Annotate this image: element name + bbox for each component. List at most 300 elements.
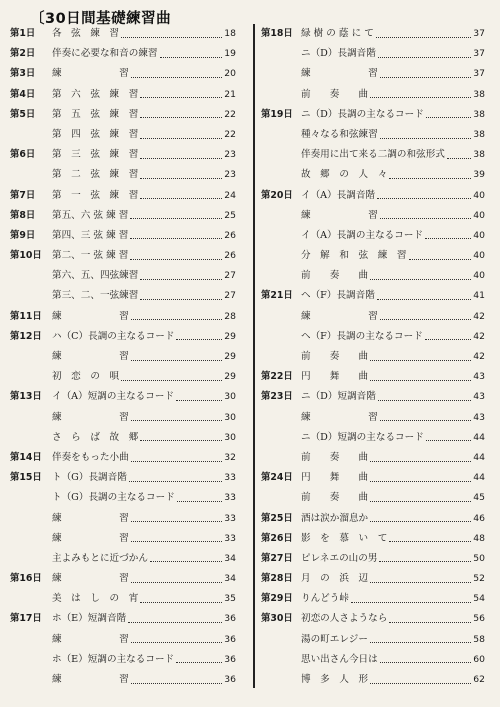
dot-leader: [370, 279, 471, 280]
toc-entry-title: 円 舞 曲: [301, 472, 369, 484]
toc-entry-title: 初 恋 の 唄: [52, 371, 120, 383]
toc-entry-title: 分 解 和 弦 練 習: [301, 250, 407, 262]
toc-page-number: 25: [224, 209, 236, 221]
toc-day-label: 第23日: [261, 391, 293, 403]
toc-day-label: 第26日: [261, 532, 293, 544]
toc-page-number: 58: [473, 633, 485, 645]
dot-leader: [177, 501, 223, 502]
toc-page-number: 27: [224, 270, 236, 282]
dot-leader: [121, 380, 222, 381]
toc-entry-title: 影 を 慕 い て: [301, 532, 388, 544]
toc-day-label: 第9日: [10, 229, 36, 241]
toc-entry-line: [301, 85, 485, 105]
toc-day-label: 第21日: [261, 290, 293, 302]
toc-entry-line: [52, 670, 236, 690]
toc-entry-title: ヘ（F）長調の主なるコード: [301, 330, 423, 342]
toc-day-label: 第19日: [261, 108, 293, 120]
toc-entry: [10, 387, 236, 407]
toc-page-number: 36: [224, 633, 236, 645]
toc-entry-line: [301, 509, 485, 529]
dot-leader: [389, 541, 471, 542]
toc-entry-title: 練 習: [52, 68, 129, 80]
toc-entry-line: [52, 488, 236, 508]
toc-entry-title: ニ（D）短調の主なるコード: [301, 431, 424, 443]
toc-entry: [10, 105, 236, 125]
toc-entry: [10, 226, 236, 246]
toc-entry-title: 練 習: [52, 310, 129, 322]
dot-leader: [370, 360, 471, 361]
toc-entry: [261, 145, 485, 165]
toc-entry: [10, 165, 236, 185]
toc-page-number: 42: [473, 310, 485, 322]
dot-leader: [380, 319, 472, 320]
toc-entry-title: 練 習: [301, 209, 378, 221]
toc-page-number: 62: [473, 674, 485, 685]
toc-entry: [261, 448, 485, 468]
toc-entry-title: ハ（C）長調の主なるコード: [52, 330, 175, 342]
dot-leader: [130, 238, 222, 239]
dot-leader: [378, 400, 471, 401]
dot-leader: [131, 319, 223, 320]
toc-entry: [261, 488, 485, 508]
toc-entry-line: [301, 569, 485, 589]
toc-entry-title: 練 習: [301, 310, 378, 322]
toc-page-number: 38: [473, 108, 485, 120]
toc-entry-line: [52, 145, 236, 165]
dot-leader: [176, 339, 222, 340]
toc-entry-title: 第四、三 弦 練 習: [52, 229, 129, 241]
toc-entry-title: 前 奏 曲: [301, 451, 369, 463]
dot-leader: [160, 57, 223, 58]
toc-page-number: 44: [473, 451, 485, 463]
toc-page-number: 54: [473, 593, 485, 605]
toc-entry: [261, 226, 485, 246]
toc-entry: [261, 327, 485, 347]
toc-entry: [261, 105, 485, 125]
toc-page-number: 37: [473, 28, 485, 39]
dot-leader: [426, 440, 471, 441]
toc-entry-title: りんどう峠: [301, 593, 349, 605]
toc-page-number: 33: [224, 472, 236, 484]
dot-leader: [131, 77, 223, 78]
toc-entry-title: 練 習: [52, 411, 129, 423]
toc-page-number: 38: [473, 128, 485, 140]
dot-leader: [426, 117, 471, 118]
toc-entry: [10, 408, 236, 428]
toc-entry-line: [52, 408, 236, 428]
toc-page-number: 34: [224, 573, 236, 585]
toc-page-number: 46: [473, 512, 485, 524]
toc-entry-line: [301, 448, 485, 468]
toc-entry: [10, 549, 236, 569]
toc-page-number: 60: [473, 653, 485, 665]
dot-leader: [129, 481, 222, 482]
dot-leader: [140, 178, 222, 179]
toc-page-number: 36: [224, 613, 236, 625]
toc-entry-line: [301, 145, 485, 165]
toc-entry-title: 第 二 弦 練 習: [52, 169, 139, 181]
toc-page-number: 21: [224, 88, 236, 100]
toc-entry-title: 湯の町エレジー: [301, 633, 368, 645]
toc-day-label: 第7日: [10, 189, 36, 201]
toc-entry-line: [52, 529, 236, 549]
toc-entry: [261, 609, 485, 629]
dot-leader: [379, 561, 471, 562]
toc-day-label: 第29日: [261, 593, 293, 605]
toc-entry-title: ヘ（F）長調音階: [301, 290, 375, 302]
toc-entry-title: ニ（D）長調音階: [301, 48, 376, 60]
toc-entry-title: ト（G）長調音階: [52, 472, 127, 484]
toc-entry-title: 伴奏をもった小曲: [52, 451, 129, 463]
toc-entry-line: [52, 44, 236, 64]
dot-leader: [380, 77, 472, 78]
dot-leader: [380, 138, 472, 139]
dot-leader: [131, 582, 223, 583]
toc-entry-title: ピレネエの山の男: [301, 552, 378, 564]
toc-entry-title: ニ（D）長調の主なるコード: [301, 108, 424, 120]
dot-leader: [370, 501, 471, 502]
dot-leader: [376, 37, 471, 38]
toc-page-number: 42: [473, 330, 485, 342]
toc-entry-line: [52, 125, 236, 145]
toc-day-label: 第12日: [10, 330, 42, 342]
toc-entry-title: 月 の 浜 辺: [301, 573, 369, 585]
toc-entry: [10, 44, 236, 64]
toc-entry-line: [52, 286, 236, 306]
dot-leader: [140, 158, 222, 159]
toc-page-number: 40: [473, 209, 485, 221]
dot-leader: [425, 339, 472, 340]
dot-leader: [131, 461, 223, 462]
dot-leader: [131, 420, 223, 421]
toc-day-label: 第17日: [10, 613, 42, 625]
dot-leader: [140, 138, 222, 139]
toc-entry-line: [52, 105, 236, 125]
toc-entry-line: [52, 569, 236, 589]
toc-entry-title: 初恋の人さようなら: [301, 613, 388, 625]
toc-entry: [10, 468, 236, 488]
toc-entry-line: [301, 630, 485, 650]
toc-entry-title: 練 習: [52, 573, 129, 585]
toc-page-number: 36: [224, 674, 236, 685]
toc-left-column: [10, 24, 236, 690]
toc-entry-line: [301, 286, 485, 306]
dot-leader: [176, 662, 222, 663]
dot-leader: [128, 622, 222, 623]
toc-entry-title: 酒は涙か溜息か: [301, 512, 369, 524]
toc-entry-line: [52, 347, 236, 367]
toc-entry-line: [301, 206, 485, 226]
toc-page-number: 30: [224, 391, 236, 403]
toc-entry: [261, 408, 485, 428]
toc-entry-line: [52, 226, 236, 246]
toc-day-label: 第1日: [10, 28, 36, 39]
dot-leader: [140, 279, 222, 280]
toc-day-label: 第16日: [10, 573, 42, 585]
toc-entry-line: [52, 589, 236, 609]
toc-entry-line: [301, 186, 485, 206]
toc-entry-title: 第三、二、一弦練習: [52, 290, 139, 302]
dot-leader: [377, 299, 471, 300]
dot-leader: [370, 481, 471, 482]
toc-entry-line: [52, 448, 236, 468]
toc-page-number: 43: [473, 391, 485, 403]
dot-leader: [140, 602, 222, 603]
toc-page-number: 29: [224, 351, 236, 362]
toc-page-number: 40: [473, 250, 485, 262]
toc-entry: [10, 609, 236, 629]
dot-leader: [370, 582, 471, 583]
toc-entry-title: 練 習: [52, 351, 129, 362]
toc-entry-title: 前 奏 曲: [301, 351, 369, 362]
toc-entry-line: [52, 650, 236, 670]
toc-day-label: 第30日: [261, 613, 293, 625]
dot-leader: [389, 622, 471, 623]
toc-entry: [10, 64, 236, 84]
toc-entry-line: [52, 387, 236, 407]
toc-page-number: 33: [224, 512, 236, 524]
dot-leader: [370, 461, 471, 462]
toc-entry-line: [301, 670, 485, 690]
toc-day-label: 第14日: [10, 451, 42, 463]
toc-entry: [261, 387, 485, 407]
toc-day-label: 第20日: [261, 189, 293, 201]
toc-entry-line: [301, 650, 485, 670]
toc-entry-line: [52, 367, 236, 387]
toc-entry: [261, 206, 485, 226]
toc-day-label: 第25日: [261, 512, 293, 524]
toc-entry-title: ホ（E）短調音階: [52, 613, 127, 625]
dot-leader: [176, 400, 222, 401]
dot-leader: [131, 360, 223, 361]
dot-leader: [140, 117, 222, 118]
toc-right-column: [261, 24, 485, 690]
toc-entry: [10, 488, 236, 508]
toc-day-label: 第11日: [10, 310, 42, 322]
dot-leader: [140, 440, 222, 441]
dot-leader: [370, 521, 471, 522]
toc-entry: [261, 246, 485, 266]
toc-entry: [261, 428, 485, 448]
toc-entry-title: 前 奏 曲: [301, 88, 369, 100]
toc-entry-title: 主よみもとに近づかん: [52, 552, 148, 564]
toc-entry-line: [52, 609, 236, 629]
toc-entry-line: [301, 327, 485, 347]
toc-day-label: 第8日: [10, 209, 36, 221]
toc-page-number: 27: [224, 290, 236, 302]
toc-entry-title: 練 習: [301, 68, 378, 80]
toc-entry: [10, 266, 236, 286]
toc-entry: [261, 266, 485, 286]
toc-entry-line: [52, 206, 236, 226]
toc-entry-line: [301, 64, 485, 84]
toc-entry-title: 第 一 弦 練 習: [52, 189, 139, 201]
toc-page-number: 37: [473, 48, 485, 60]
dot-leader: [140, 299, 222, 300]
toc-entry-line: [52, 428, 236, 448]
toc-entry: [10, 347, 236, 367]
dot-leader: [150, 561, 222, 562]
toc-entry: [10, 589, 236, 609]
toc-entry-line: [52, 24, 236, 44]
toc-entry: [10, 145, 236, 165]
toc-entry-line: [301, 589, 485, 609]
dot-leader: [389, 178, 471, 179]
toc-entry-title: ホ（E）短調の主なるコード: [52, 653, 175, 665]
dot-leader: [370, 380, 471, 381]
toc-page-number: 35: [224, 593, 236, 605]
toc-entry-line: [301, 529, 485, 549]
toc-entry-line: [52, 327, 236, 347]
toc-entry: [10, 670, 236, 690]
toc-entry-title: 練 習: [52, 674, 129, 685]
toc-entry-title: 練 習: [301, 411, 378, 423]
toc-entry: [10, 125, 236, 145]
toc-entry-title: 第 五 弦 練 習: [52, 108, 139, 120]
toc-entry-title: ニ（D）短調音階: [301, 391, 376, 403]
toc-entry: [261, 186, 485, 206]
toc-entry-line: [301, 347, 485, 367]
toc-page-number: 20: [224, 68, 236, 80]
toc-entry-line: [301, 165, 485, 185]
toc-entry-line: [301, 428, 485, 448]
toc-entry-title: 美 は し の 宵: [52, 593, 139, 605]
toc-entry: [261, 347, 485, 367]
toc-page-number: 44: [473, 431, 485, 443]
dot-leader: [140, 97, 222, 98]
toc-entry-line: [301, 125, 485, 145]
toc-entry-title: さ ら ば 故 郷: [52, 431, 139, 443]
toc-entry-line: [301, 367, 485, 387]
toc-entry: [10, 630, 236, 650]
toc-entry-title: 練 習: [52, 532, 129, 544]
dot-leader: [447, 158, 471, 159]
toc-entry-line: [301, 307, 485, 327]
toc-entry-title: 練 習: [52, 633, 129, 645]
toc-page-number: 39: [473, 169, 485, 181]
toc-entry-title: 緑 樹 の 蔭 に て: [301, 28, 374, 39]
toc-page-number: 50: [473, 552, 485, 564]
toc-entry-title: 第 四 弦 練 習: [52, 128, 139, 140]
toc-page-number: 43: [473, 371, 485, 383]
toc-entry: [261, 165, 485, 185]
toc-page-number: 52: [473, 573, 485, 585]
toc-entry-title: 第二、一 弦 練 習: [52, 250, 129, 262]
toc-page-number: 30: [224, 431, 236, 443]
toc-entry: [10, 286, 236, 306]
toc-day-label: 第27日: [261, 552, 293, 564]
toc-entry-line: [52, 165, 236, 185]
toc-page-number: 42: [473, 351, 485, 362]
toc-page-number: 22: [224, 128, 236, 140]
dot-leader: [131, 521, 223, 522]
toc-entry: [10, 307, 236, 327]
toc-page-number: 44: [473, 472, 485, 484]
toc-day-label: 第3日: [10, 68, 36, 80]
toc-entry: [261, 569, 485, 589]
toc-entry: [261, 44, 485, 64]
toc-entry-title: 伴奏に必要な和音の練習: [52, 48, 158, 60]
toc-entry-title: 円 舞 曲: [301, 371, 369, 383]
toc-page-number: 40: [473, 270, 485, 282]
toc-entry-line: [52, 630, 236, 650]
toc-page-number: 28: [224, 310, 236, 322]
toc-entry-title: イ（A）短調の主なるコード: [52, 391, 175, 403]
toc-entry: [261, 509, 485, 529]
dot-leader: [370, 642, 471, 643]
toc-day-label: 第28日: [261, 573, 293, 585]
toc-entry: [261, 670, 485, 690]
toc-page-number: 23: [224, 169, 236, 181]
toc-entry: [10, 246, 236, 266]
dot-leader: [131, 642, 223, 643]
toc-entry-line: [301, 387, 485, 407]
dot-leader: [351, 602, 471, 603]
toc-entry-line: [52, 186, 236, 206]
toc-entry: [10, 569, 236, 589]
toc-entry-title: ト（G）長調の主なるコード: [52, 492, 175, 504]
toc-entry: [261, 307, 485, 327]
toc-page-number: 30: [224, 411, 236, 423]
toc-entry: [261, 125, 485, 145]
toc-day-label: 第24日: [261, 472, 293, 484]
toc-entry: [261, 529, 485, 549]
toc-entry-line: [301, 226, 485, 246]
dot-leader: [380, 662, 472, 663]
dot-leader: [130, 218, 222, 219]
toc-page-number: 22: [224, 108, 236, 120]
toc-entry-line: [52, 468, 236, 488]
toc-day-label: 第13日: [10, 391, 42, 403]
toc-entry: [10, 509, 236, 529]
toc-entry-title: 前 奏 曲: [301, 492, 369, 504]
toc-day-label: 第2日: [10, 48, 36, 60]
toc-page-number: 29: [224, 371, 236, 383]
toc-page-number: 38: [473, 88, 485, 100]
toc-page-number: 41: [473, 290, 485, 302]
toc-entry-title: 各 弦 練 習: [52, 28, 120, 39]
toc-entry-line: [301, 266, 485, 286]
toc-entry-line: [52, 549, 236, 569]
dot-leader: [370, 97, 471, 98]
toc-entry-line: [52, 64, 236, 84]
dot-leader: [140, 198, 222, 199]
toc-entry: [261, 630, 485, 650]
toc-page-number: 48: [473, 532, 485, 544]
toc-entry-title: 種々なる和弦練習: [301, 128, 378, 140]
toc-day-label: 第10日: [10, 250, 42, 262]
toc-entry-title: 第 六 弦 練 習: [52, 88, 139, 100]
toc-entry-line: [301, 408, 485, 428]
dot-leader: [425, 238, 471, 239]
toc-page-number: 19: [224, 48, 236, 60]
toc-entry: [10, 24, 236, 44]
toc-page-number: 26: [224, 229, 236, 241]
toc-day-label: 第22日: [261, 371, 293, 383]
toc-entry-title: 伴奏用に出て来る二調の和弦形式: [301, 149, 445, 161]
toc-page-number: 40: [473, 189, 485, 201]
toc-entry: [261, 468, 485, 488]
toc-page-number: 18: [224, 28, 236, 39]
toc-entry: [10, 367, 236, 387]
toc-entry-line: [301, 549, 485, 569]
dot-leader: [131, 683, 223, 684]
toc-page-number: 40: [473, 229, 485, 241]
dot-leader: [377, 198, 471, 199]
dot-leader: [131, 541, 223, 542]
dot-leader: [370, 683, 471, 684]
toc-entry: [10, 428, 236, 448]
